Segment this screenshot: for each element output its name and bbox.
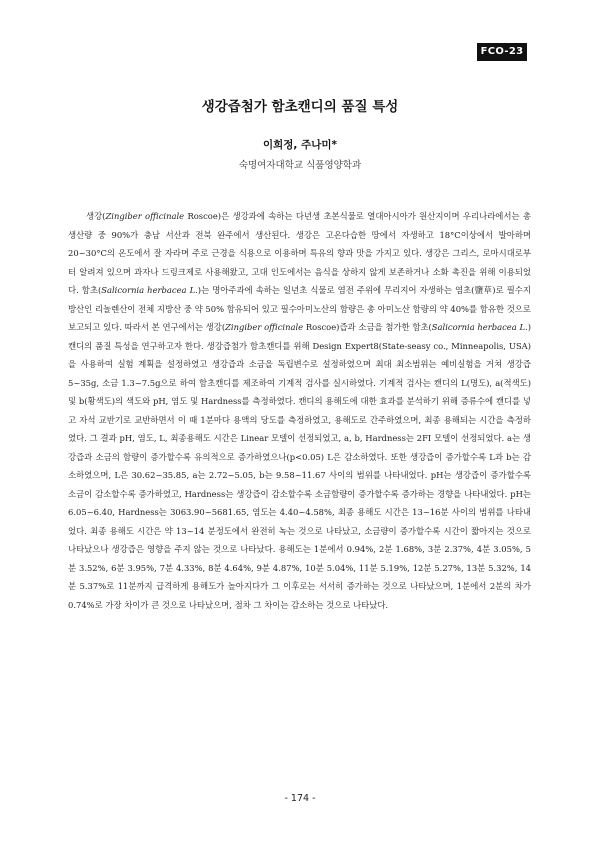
- session-badge: FCO-23: [477, 43, 527, 61]
- abstract-body: [68, 207, 531, 614]
- page-number: - 174 -: [284, 793, 316, 804]
- abstract-italic-run: Salicornia herbacea L.: [101, 285, 198, 295]
- abstract-run: Roscoe)은 생강과에 속하는 다년생 초본식물로 열대아시아가 원산지이며 우리나라에서는 총생산량 중 90%가 충남 서산과 전북 완주에서 생산된다. 생강은 고온다습한 땅에서 자생하고 18°C이상에서 발아하며 20~30°C의 온도에서 잘 자라며 주로 근경을 식용으로 이용하며 특유의 향과 맛을 가지고 있다. 생강은 그리스, 로마시대로부터 알려져 있으며 과자나 드링크제로 사용해왔고, 고대 인도에서는 음식을 상하지 않게 보존하거나 소화 촉진을 위해 이용되었다. 함초(: [68, 211, 532, 295]
- abstract-italic-run: Zingiber officinale: [105, 211, 185, 221]
- abstract-run: )캔디의 품질 특성을 연구하고자 한다. 생강즙첨가 함초캔디를 위해 Design Expert8(State-seasy co., Minneapolis, USA)을 사용하여 실험 계획을 설정하였고 생강즙과 소금을 독립변수로 설정하였으며 최대 최소범위는 예비실험을 거쳐 생강즙 5~35g, 소금 1.3~7.5g으로 하여 함초캔디를 제조하여 기계적 검사를 실시하였다. 기계적 검사는 캔디의 L(명도), a(적색도) 및 b(황색도)의 색도와 pH, 염도 및 Hardness를 측정하였다. 캔디의 용해도에 대한 효과를 분석하기 위해 증류수에 캔디를 넣고 자석 교반기로 교반하면서 이 때 1분마다 용액의 당도를 측정하였고, 용해도로 간주하였으며, 최종 용해되는 시간을 측정하였다. 그 결과 pH, 염도, L, 최종용해도 시간은 Linear 모델이 선정되었고, a, b, Hardness는 2FI 모델이 선정되었다. a는 생강즙과 소금의 함량이 증가할수록 유의적으로 증가하였으나(p<0.05) L은 감소하였다. 또한 생강즙이 증가할수록 L과 b는 감소하였으며, L은 30.62~35.85, a는 2.72~5.05, b는 9.58~11.67 사이의 범위를 나타내었다. pH는 생강즙이 증가할수록 소금이 감소할수록 증가하였고, Hardness는 생강즙이 감소할수록 소금함량이 증가할수록 증가하는 경향을 나타내었다. pH는 6.05~6.40, Hardness는 3063.90~5681.65, 염도는 4.40~4.58%, 최종 용해도 시간은 13~16분 사이의 범위를 나타내었다. 최종 용해도 시간은 약 13~14 분정도에서 완전히 녹는 것으로 나타났고, 소금량이 증가할수록 시간이 짧아지는 것으로 나타났으나 생강즙은 영향을 주지 않는 것으로 나타났다. 용해도는 1분에서 0.94%, 2분 1.68%, 3분 2.37%, 4분 3.05%, 5분 3.52%, 6분 3.95%, 7분 4.33%, 8분 4.64%, 9분 4.87%, 10분 5.04%, 11분 5.19%, 12분 5.27%, 13분 5.32%, 14분 5.37%로 11분까지 급격하게 용해도가 높아지다가 그 이후로는 서서히 증가하는 것으로 나타났으며, 1분에서 2분의 차가 0.74%로 가장 차이가 큰 것으로 나타났으며, 점차 그 차이는 감소하는 것으로 나타났다.: [68, 322, 531, 610]
- paper-title: 생강즙첨가 함초캔디의 품질 특성: [201, 99, 399, 115]
- abstract-run: 생강(: [86, 211, 106, 221]
- authors: 이희정, 주나미*: [263, 139, 337, 151]
- affiliation: 숙명여자대학교 식품영양학과: [238, 160, 362, 171]
- abstract-run: Roscoe)즙과 소금을 첨가한 함초(: [303, 322, 432, 332]
- abstract-run: )는 명아주과에 속하는 일년초 식물로 염전 주위에 무리지어 자생하는 염초(鹽草)로 필수지방산인 리놀렌산이 전체 지방산 중 약 50% 함유되어 있고 필수아미노산의 함량은 총 아미노산 함량의 약 40%를 함유한 것으로 보고되고 있다. 따라서 본 연구에서는 생강(: [68, 285, 531, 332]
- abstract-italic-run: Salicornia herbacea L.: [431, 322, 528, 332]
- abstract-italic-run: Zingiber officinale: [225, 322, 304, 332]
